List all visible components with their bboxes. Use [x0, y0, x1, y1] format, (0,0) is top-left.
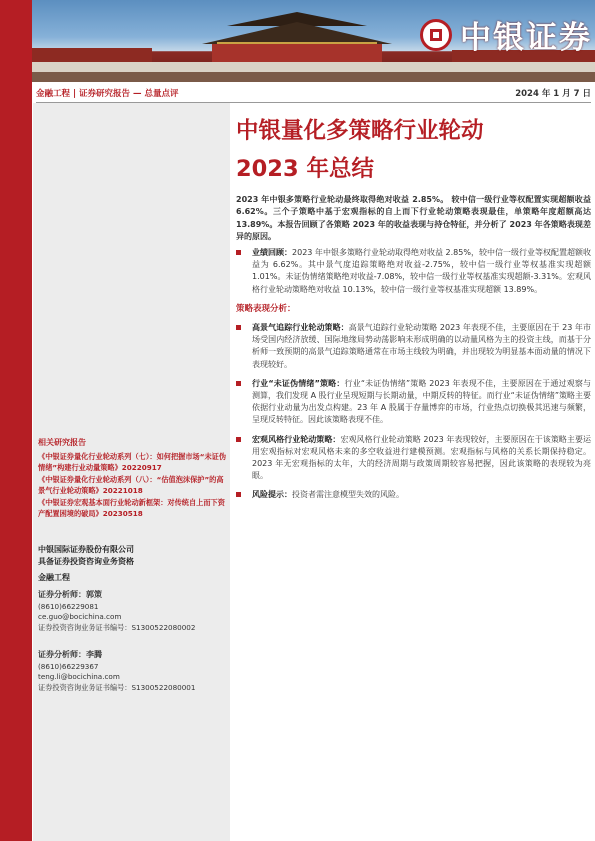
analyst-email[interactable]: teng.li@bocichina.com [38, 672, 120, 682]
title-line-1: 中银量化多策略行业轮动 [236, 118, 484, 144]
related-report-link[interactable]: 《中银证券宏观基本面行业轮动新框架：对传统自上而下资产配置困境的破局》20230518 [38, 498, 225, 518]
brand-logo [420, 12, 592, 57]
bullet-marker-icon [236, 250, 241, 255]
analyst-name: 证券分析师：郭策 [38, 590, 102, 599]
company-qualification: 具备证券投资咨询业务资格 [38, 557, 134, 566]
banner-terrace [32, 62, 595, 72]
bullet-lead: 宏观风格行业轮动策略： [252, 434, 341, 444]
related-reports [38, 437, 226, 520]
related-report-link[interactable]: 《中银证券量化行业轮动系列（七）：如何把握市场“未证伪情绪”构建行业动量策略》20220917 [38, 452, 227, 472]
section-heading: 策略表现分析： [236, 303, 296, 314]
bullet-text: 投资者需注意模型失效的风险。 [292, 490, 404, 500]
analyst-card [38, 650, 228, 693]
department: 金融工程 [38, 573, 70, 582]
bullet-marker-icon [236, 492, 241, 497]
bullet-high-prosperity [236, 322, 591, 371]
main-bullets [236, 247, 591, 509]
intro-lead: 2023 年中银多策略行业轮动最终取得绝对收益 2.85%。 [236, 195, 449, 204]
title-line-2: 2023 年总结 [236, 156, 374, 182]
bullet-text: 行业“未证伪情绪”策略 2023 年表现不佳，主要原因在于通过观察与测算，我们发现 A 股行业呈现短期与长期动量，中期反转的特征。而行业“未证伪情绪”策略主要依据行业动量为出发点构建。23 年 A 股属于存量博弈的市场，行业热点切换极其迅速与频繁，呈现反转特征。因此该策略表现不佳。 [252, 378, 592, 425]
related-heading: 相关研究报告 [38, 438, 86, 447]
header-banner-image [32, 0, 595, 82]
bullet-text: 2023 年中银多策略行业轮动取得绝对收益 2.85%，较中信一级行业等权配置超额收益为 6.62%。其中景气度追踪策略绝对收益-2.75%，较中信一级行业等权基准实现超额 1.01%。未证伪情绪策略绝对收益-7.08%，较中信一级行业等权基准实现超额-3.31%。宏观风格行业轮动策略绝对收益 10.13%，较中信一级行业等权基准实现超额 13.89%。 [252, 248, 592, 294]
bullet-marker-icon [236, 381, 241, 386]
bullet-risk [236, 489, 591, 501]
bullet-sentiment [236, 378, 591, 427]
analyst-email[interactable]: ce.guo@bocichina.com [38, 612, 122, 622]
bullet-lead: 业绩回顾： [252, 248, 293, 257]
bullet-lead: 风险提示： [252, 490, 292, 500]
banner-roof [202, 22, 392, 44]
bullet-lead: 行业“未证伪情绪”策略： [252, 378, 345, 388]
related-report-link[interactable]: 《中银证券量化行业轮动系列（八）：“估值泡沫保护”的高景气行业轮动策略》20221018 [38, 475, 224, 495]
company-info [38, 544, 226, 584]
analyst-phone: (8610)66229367 [38, 661, 99, 671]
analyst-name: 证券分析师：李腾 [38, 650, 102, 659]
banner-hall [212, 44, 382, 64]
left-accent-bar [0, 0, 32, 841]
bullet-performance-review [236, 247, 591, 296]
bullet-lead: 高景气追踪行业轮动策略： [252, 323, 349, 333]
bullet-marker-icon [236, 437, 241, 442]
intro-paragraph [236, 194, 591, 243]
bullet-marker-icon [236, 325, 241, 330]
banner-ground [32, 72, 595, 82]
bullet-text: 高景气追踪行业轮动策略 2023 年表现不佳，主要原因在于 23 年市场受国内经济放缓、国际地缘局势动荡影响未形成明确的以动量风格为主的投资主线，而基于分析师一致预期的高景气追踪策略通常在市场主线较为明确，并出现较为明显基本面动量的情况下表现较好。 [252, 323, 591, 369]
bullet-macro-style [236, 434, 591, 483]
bullet-text: 宏观风格行业轮动策略 2023 年表现较好，主要原因在于该策略主要运用宏观指标对宏观风格未来的多空收益进行建模预测。宏观指标与风格的关系长期保持稳定。2023 年无宏观指标的太年，大的经济周期与政策周期较容易把握，因此该策略的表现较为亮眼。 [252, 434, 592, 481]
report-date: 2024 年 1 月 7 日 [515, 89, 591, 99]
company-name: 中银国际证券股份有限公司 [38, 545, 134, 554]
analyst-cert: 证券投资咨询业务证书编号：S1300522080002 [38, 622, 196, 632]
analyst-phone: (8610)66229081 [38, 601, 99, 611]
analyst-card [38, 590, 228, 633]
brand-name: 中银证券 [460, 20, 592, 56]
report-meta-line [36, 84, 591, 103]
report-title [236, 112, 591, 188]
boc-logo-icon [420, 19, 452, 51]
analyst-cert: 证券投资咨询业务证书编号：S1300522080001 [38, 682, 196, 692]
intro-body: 较中信一级行业等权配置实现超额收益 6.62%。三个子策略中基于宏观指标的自上而下行业轮动策略表现最佳，单策略年度超额高达 13.89%。本报告回顾了各策略 2023 年的收益表现与持仓特征，并分析了 2023 年各策略表现差异的原因。 [236, 195, 591, 241]
report-category: 金融工程 | 证券研究报告 — 总量点评 [36, 89, 179, 99]
